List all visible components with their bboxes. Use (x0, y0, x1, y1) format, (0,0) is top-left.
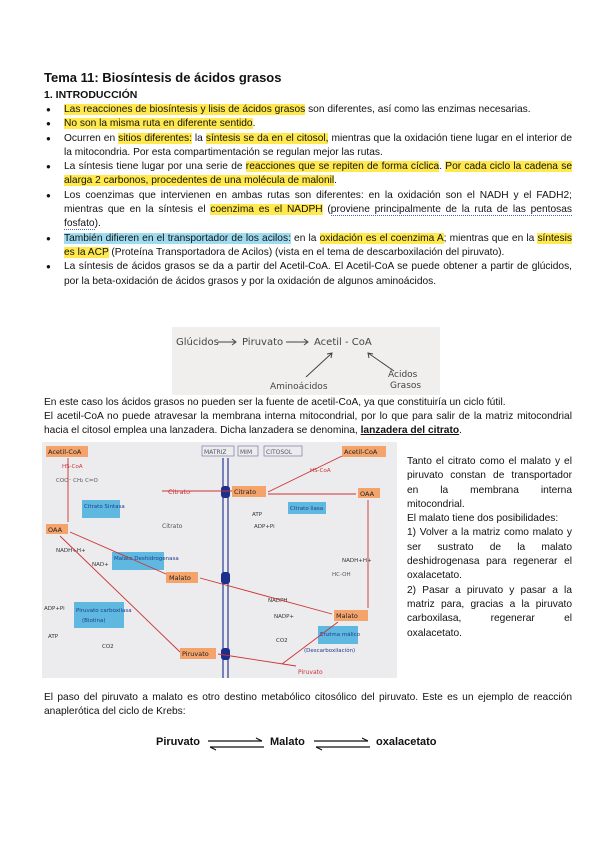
bullet-item (44, 103, 572, 117)
reverse-arrow-2 (316, 747, 370, 750)
highlighted-text: síntesis es la ACP (64, 232, 572, 258)
hscoa-right-label: HS-CoA (310, 468, 331, 474)
malato-formula: HC-OH (332, 572, 351, 578)
citrate-shuttle-diagram (42, 442, 397, 678)
oaa-left-label: OAA (48, 526, 63, 534)
intro-bullet-list (44, 103, 572, 289)
citosol-label: CITOSOL (266, 449, 293, 456)
bullet-text: ). (94, 218, 101, 230)
bullet-item (44, 117, 572, 131)
highlighted-text: sitios diferentes: (118, 132, 192, 144)
shuttle-explanation (407, 455, 572, 641)
highlighted-text: oxidación es el coenzima A (319, 232, 444, 244)
lanzadera-citrato-term: lanzadera del citrato (360, 425, 460, 437)
bullet-text: ( (322, 204, 331, 216)
acetil-coa-sources-sketch (172, 327, 440, 395)
bullet-text: Los coenzimas que intervienen en ambas rutas son diferentes: en la oxidación son el NADH y el FADH2; mientras que en la síntesis el (64, 189, 572, 216)
forward-arrow-2 (314, 738, 368, 741)
piruvato-carboxilasa-box (74, 602, 124, 628)
malato-mid-label: Malato (169, 574, 191, 582)
malato-right-label: Malato (336, 612, 358, 620)
sketch-piruvato-label: Piruvato (242, 337, 284, 348)
piruvato-carboxilasa-label: Piruvato carboxilasa (76, 608, 132, 614)
bullet-text: Ocurren en (64, 132, 119, 144)
equilibrium-arrow-2 (312, 737, 372, 751)
underlined-text: proviene principalmente de la ruta de las pentosas fosfato (64, 204, 572, 230)
bullet-text: . (439, 161, 446, 173)
bullet-text: . (252, 118, 256, 130)
citrato-liasa-label: Citrato liasa (290, 506, 324, 512)
malate-transporter (221, 572, 230, 584)
nad-label: NAD+ (92, 562, 109, 568)
highlighted-text: No son la misma ruta en diferente sentido (64, 118, 253, 130)
paragraph-futile-cycle: En este caso los ácidos grasos no pueden ser la fuente de acetil-CoA, ya que constituiría un ciclo fútil. (44, 397, 506, 408)
nadh-right-label: NADH+H+ (342, 558, 372, 564)
sketch-grasos-label: Grasos (390, 381, 422, 391)
pyruvate-transporter (221, 648, 230, 660)
bullet-text: ; mientras que en la (443, 232, 538, 244)
bullet-text: (Proteína Transportadora de Acilos) (vista en el tema de descarboxilación del piruvato). (108, 246, 505, 258)
bullet-text: la (191, 132, 206, 144)
piruvato-left-label: Piruvato (182, 650, 209, 658)
bullet-item (44, 260, 572, 289)
citrato-left-note: Citrato (162, 523, 183, 530)
malato-dh-label: Malato Deshidrogenasa (114, 556, 179, 562)
atp-left-label: ATP (48, 634, 59, 640)
co2-right-label: CO2 (276, 638, 288, 644)
hscoa-left-label: HS-CoA (62, 464, 83, 470)
citrate-transporter (221, 486, 230, 498)
bullet-text: mientras que la oxidación tiene lugar en el interior de la mitocondria. Por esta compartimentación se regulan mejor las rutas. (64, 132, 572, 158)
side-paragraph-2: El malato tiene dos posibilidades: (407, 513, 559, 525)
biotina-label: (Biotina) (82, 618, 106, 624)
highlighted-text: síntesis se da en el citosol, (205, 132, 329, 144)
highlighted-text: coenzima es el NADPH (210, 204, 323, 216)
highlighted-text-blue: También difieren en el transportador de los acilos: (64, 232, 291, 244)
highlighted-text: reacciones que se repiten de forma cíclica (245, 161, 440, 173)
adp-right-label: ADP+Pi (254, 524, 275, 530)
bullet-text: son diferentes, así como las enzimas necesarias. (305, 104, 531, 115)
co2-left-label: CO2 (102, 644, 114, 650)
sketch-acidos-label: Ácidos (388, 370, 418, 380)
equation-oxalacetato: oxalacetato (376, 736, 437, 748)
bullet-item (44, 132, 572, 161)
page-title: Tema 11: Biosíntesis de ácidos grasos (44, 70, 282, 85)
equation-piruvato: Piruvato (156, 736, 201, 748)
equation-malato: Malato (270, 736, 305, 748)
paragraph-anaplerotic: El paso del piruvato a malato es otro destino metabólico citosólico del piruvato. Este es un ejemplo de reacción anaplerótica del ciclo de Krebs: (44, 692, 572, 718)
bullet-text: . (334, 175, 337, 187)
citrato-right-label: Citrato (234, 488, 257, 496)
highlighted-text: Las reacciones de biosíntesis y lisis de ácidos grasos (64, 104, 306, 115)
paragraph-end-dot: . (459, 425, 462, 437)
citrato-sintasa-label: Citrato Sintasa (84, 504, 125, 510)
paragraph-citrate-shuttle (44, 410, 572, 439)
oaa-right-label: OAA (360, 490, 375, 498)
bullet-text: en la (290, 232, 320, 244)
sketch-aminoacidos-label: Aminoácidos (270, 382, 328, 392)
side-paragraph-4: 2) Pasar a piruvato y pasar a la matriz para, gracias a la piruvato carboxilasa, regenerar el oxalacetato. (407, 584, 572, 639)
nadp-label: NADP+ (274, 614, 295, 620)
forward-arrow-1 (208, 738, 262, 741)
descarboxilacion-label: (Descarboxilación) (304, 648, 356, 654)
paragraph-citrate-shuttle-text: El acetil-CoA no puede atravesar la membrana interna mitocondrial, por lo que para salir de la matriz mitocondrial hacia el citosol emplea una lanzadera. Dicha lanzadera se denomina, (44, 411, 572, 437)
section-heading: 1. INTRODUCCIÓN (44, 89, 138, 101)
equilibrium-arrow-1 (206, 737, 266, 751)
reverse-arrow-1 (210, 747, 264, 750)
atp-right-label: ATP (252, 512, 263, 518)
bullet-text: La síntesis de ácidos grasos se da a partir del Acetil-CoA. El Acetil-CoA se puede obtener a partir de glúcidos, por la beta-oxidación de ácidos grasos y por la oxidación de algunos aminoácidos. (64, 261, 572, 287)
bullet-text: La síntesis tiene lugar por una serie de (64, 161, 246, 173)
bullet-item (44, 160, 572, 189)
matriz-label: MATRIZ (204, 449, 227, 456)
side-paragraph-3: 1) Volver a la matriz como malato y ser sustrato de la malato deshidrogenasa para regenerar el oxalacetato. (407, 527, 572, 582)
side-paragraph-1: Tanto el citrato como el malato y el piruvato constan de transportador en la membrana interna mitocondrial. (407, 456, 572, 510)
nadph-label: NADPH (268, 598, 288, 604)
sketch-acetil-coa-label: Acetil - CoA (314, 337, 372, 348)
sketch-glucidos-label: Glúcidos (176, 337, 219, 348)
piruvato-right-label: Piruvato (298, 669, 323, 676)
mim-label: MIM (240, 449, 253, 456)
acetil-coa-right-label: Acetil-CoA (344, 448, 378, 456)
nadh-label: NADH+H+ (56, 548, 86, 554)
enzima-malico-label: Enzima málico (320, 632, 361, 638)
citrato-left-label: Citrato (168, 488, 191, 496)
coo-left-formula: COO⁻ CH₂ C=O (56, 478, 98, 484)
bullet-item (44, 232, 572, 261)
acetil-coa-left-label: Acetil-CoA (48, 448, 82, 456)
bullet-item (44, 189, 572, 232)
highlighted-text: Por cada ciclo la cadena se alarga 2 carbonos, procedentes de una molécula de malonil (64, 161, 572, 187)
adp-left-label: ADP+Pi (44, 606, 65, 612)
